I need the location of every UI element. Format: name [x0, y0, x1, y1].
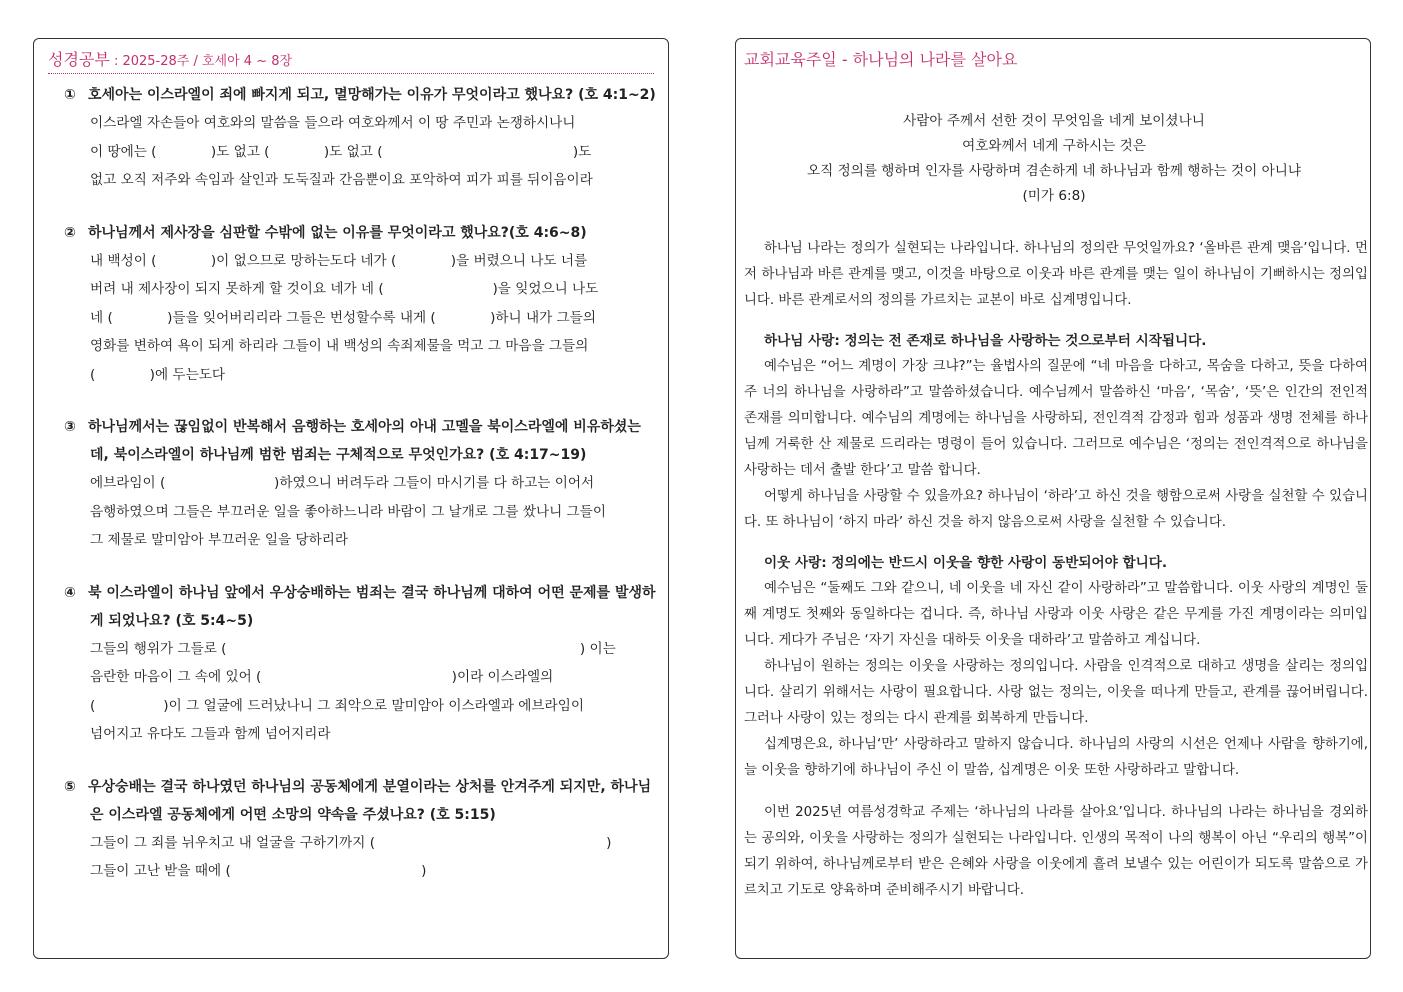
closing-paragraph: 이번 2025년 여름성경학교 주제는 ‘하나님의 나라를 살아요’입니다. 하나님의 나라는 하나님을 경외하는 공의와, 이웃을 사랑하는 정의가 실현되는 나라입니다. 인생의 목적이 나의 행복이 아닌 “우리의 행복”이 되기 위하여, 하나님께로부터 받은 은혜와 사랑을 이웃에게 흘려 보낼수 있는 어린이가 되도록 말씀으로 가르치고 기도로 양육하며 준비해주시기 바랍니다. [744, 805, 1368, 898]
paragraph: 십계명은요, 하나님‘만’ 사랑하라고 말하지 않습니다. 하나님의 사랑의 시선은 언제나 사람을 향하기에, 늘 이웃을 향하기에 하나님이 주신 이 말씀, 십계명은 이웃 또한 사랑하라고 말합니다. [744, 737, 1368, 778]
answer-line: 그들이 고난 받을 때에 ( ) [90, 863, 427, 879]
section-heading-love-neighbor: 이웃 사랑: 정의에는 반드시 이웃을 향한 사랑이 동반되어야 합니다. [764, 555, 1168, 571]
verse-line: 오직 정의를 행하며 인자를 사랑하며 겸손하게 네 하나님과 함께 행하는 것이 아니냐 [806, 163, 1301, 179]
answer-line: 영화를 변하여 욕이 되게 하리라 그들이 내 백성의 속죄제물을 먹고 그 마음을 그들의 [90, 338, 589, 354]
question-2 [64, 219, 656, 390]
answer-line: 네 ( )들을 잊어버리리라 그들은 번성할수록 내게 ( )하니 내가 그들의 [90, 309, 596, 326]
answer-line: 내 백성이 ( )이 없으므로 망하는도다 네가 ( )을 버렸으니 나도 너를 [90, 252, 588, 269]
answer-line: 에브라임이 ( )하였으니 버려두라 그들이 마시기를 다 하고는 이어서 [90, 475, 595, 491]
answer-passage [64, 247, 656, 390]
answer-line: 그들의 행위가 그들로 ( ) 이는 [90, 640, 616, 657]
article-body [744, 236, 1368, 904]
question-text: 하나님께서 제사장을 심판할 수밖에 없는 이유를 무엇이라고 했나요?(호 4:6~8) [88, 224, 587, 241]
answer-passage [64, 635, 656, 749]
question-1 [64, 81, 656, 195]
verse-line: 사람아 주께서 선한 것이 무엇임을 네게 보이셨나니 [903, 113, 1205, 129]
answer-line: 음란한 마음이 그 속에 있어 ( )이라 이스라엘의 [90, 669, 554, 685]
answer-line: 이스라엘 자손들아 여호와의 말씀을 들으라 여호와께서 이 땅 주민과 논쟁하시나니 [90, 115, 576, 131]
question-text: 호세아는 이스라엘이 죄에 빠지게 되고, 멸망해가는 이유가 무엇이라고 했나요? (호 4:1~2) [88, 87, 656, 103]
education-sunday-panel [735, 38, 1371, 959]
answer-line: 버려 내 제사장이 되지 못하게 할 것이요 네가 네 ( )을 잊었으니 나도 [90, 281, 599, 297]
answer-line: 그들이 그 죄를 뉘우치고 내 얼굴을 구하기까지 ( ) [90, 834, 612, 851]
answer-line: 이 땅에는 ( )도 없고 ( )도 없고 ( )도 [90, 143, 592, 160]
question-number: ④ [64, 584, 76, 601]
answer-passage [64, 469, 656, 555]
question-3 [64, 413, 656, 555]
question-number: ② [64, 224, 76, 241]
answer-line: ( )에 두는도다 [90, 366, 225, 383]
verse-reference: (미가 6:8) [1022, 188, 1086, 204]
answer-line: ( )이 그 얼굴에 드러났나니 그 죄악으로 말미암아 이스라엘과 에브라임이 [90, 697, 584, 714]
answer-line: 없고 오직 저주와 속임과 살인과 도둑질과 간음뿐이요 포악하여 피가 피를 뒤이음이라 [90, 172, 593, 188]
bible-study-header [48, 47, 654, 74]
question-text: 북 이스라엘이 하나님 앞에서 우상숭배하는 범죄는 결국 하나님께 대하여 어떤 문제를 발생하게 되었나요? (호 5:4~5) [88, 584, 656, 629]
answer-passage [64, 829, 656, 886]
answer-line: 음행하였으며 그들은 부끄러운 일을 좋아하느니라 바람이 그 날개로 그를 쌌나니 그들이 [90, 503, 606, 520]
answer-line: 그 제물로 말미암아 부끄러운 일을 당하리라 [90, 532, 348, 548]
question-text: 우상숭배는 결국 하나였던 하나님의 공동체에게 분열이라는 상처를 안겨주게 되지만, 하나님은 이스라엘 공동체에게 어떤 소망의 약속을 주셨나요? (호 5:15) [88, 778, 652, 823]
answer-line: 넘어지고 유다도 그들과 함께 넘어지리라 [90, 726, 331, 742]
question-number: ③ [64, 419, 76, 435]
paragraph: 예수님은 “어느 계명이 가장 크냐?”는 율법사의 질문에 “네 마음을 다하고, 목숨을 다하고, 뜻을 다하여 주 너의 하나님을 사랑하라”고 말씀하셨습니다. 예수님께서 말씀하신 ‘마음’, ‘목숨’, ‘뜻’은 인간의 전인적 존재를 의미합니다. 예수님의 계명에는 하나님을 사랑하되, 전인격적 감정과 힘과 성품과 생명 전체를 하나님께 거룩한 산 제물로 드리라는 명령이 들어 있습니다. 그러므로 예수님은 ‘정의는 전인격적으로 하나님을 사랑하는 데서 출발 한다’고 말씀 합니다. [744, 359, 1368, 478]
question-4 [64, 579, 656, 749]
paragraph: 예수님은 “둘째도 그와 같으니, 네 이웃을 네 자신 같이 사랑하라”고 말씀합니다. 이웃 사랑의 계명인 둘째 계명도 첫째와 동일하다는 겁니다. 즉, 하나님 사랑과 이웃 사랑은 같은 무게를 가진 계명이라는 의미입니다. 게다가 주님은 ‘자기 자신을 대하듯 이웃을 대하라’고 말씀하고 계십니다. [744, 581, 1368, 648]
bible-study-panel [33, 38, 669, 959]
question-5 [64, 773, 656, 886]
intro-paragraph: 하나님 나라는 정의가 실현되는 나라입니다. 하나님의 정의란 무엇일까요? ‘올바른 관계 맺음’입니다. 먼저 하나님과 바른 관계를 맺고, 이것을 바탕으로 이웃과 바른 관계를 맺는 일이 하나님이 기뻐하시는 정의입니다. 바른 관계로서의 정의를 가르치는 교본이 바로 십계명입니다. [744, 241, 1368, 308]
scripture-verse [746, 109, 1362, 209]
bible-study-title: 성경공부 [48, 50, 110, 69]
bible-study-subtitle: : 2025-28주 / 호세아 4 ~ 8장 [109, 54, 293, 69]
question-text: 하나님께서는 끊임없이 반복해서 음행하는 호세아의 아내 고멜을 북이스라엘에 비유하셨는데, 북이스라엘이 하나님께 범한 범죄는 구체적으로 무엇인가요? (호 4:17~19) [88, 419, 641, 463]
answer-passage [64, 109, 656, 195]
question-number: ① [64, 87, 76, 103]
education-sunday-title: 교회교육주일 - 하나님의 나라를 살아요 [744, 50, 1018, 69]
paragraph: 하나님이 원하는 정의는 이웃을 사랑하는 정의입니다. 사람을 인격적으로 대하고 생명을 살리는 정의입니다. 살리기 위해서는 사랑이 필요합니다. 사랑 없는 정의는, 이웃을 떠나게 만들고, 관계를 끊어버립니다. 그러나 사랑이 있는 정의는 다시 관계를 회복하게 만듭니다. [744, 659, 1368, 726]
question-number: ⑤ [64, 778, 76, 795]
verse-line: 여호와께서 네게 구하시는 것은 [962, 138, 1146, 154]
question-list [64, 81, 656, 910]
paragraph: 어떻게 하나님을 사랑할 수 있을까요? 하나님이 ‘하라’고 하신 것을 행함으로써 사랑을 실천할 수 있습니다. 또 하나님이 ‘하지 마라’ 하신 것을 하지 않음으로써 사랑을 실천할 수 있습니다. [744, 489, 1368, 530]
section-heading-love-god: 하나님 사랑: 정의는 전 존재로 하나님을 사랑하는 것으로부터 시작됩니다. [764, 333, 1207, 349]
